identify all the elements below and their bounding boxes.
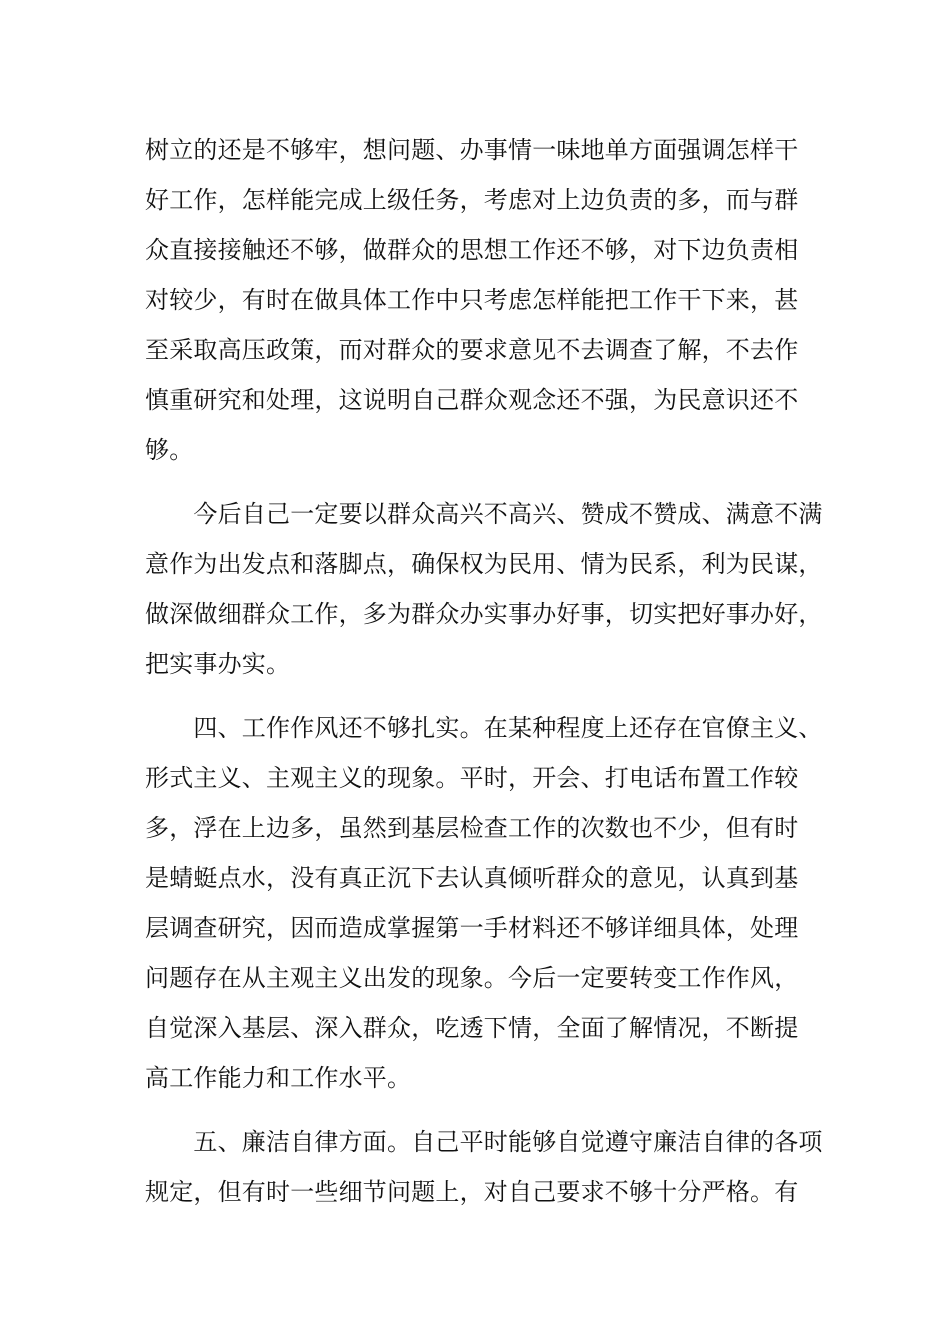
text-line: 好工作，怎样能完成上级任务，考虑对上边负责的多，而与群 — [145, 186, 799, 214]
text-line: 意作为出发点和落脚点，确保权为民用、情为民系，利为民谋， — [145, 550, 823, 578]
text-line: 多，浮在上边多，虽然到基层检查工作的次数也不少，但有时 — [145, 814, 799, 842]
text-line: 五、廉洁自律方面。自己平时能够自觉遵守廉洁自律的各项 — [145, 1128, 823, 1156]
text-line: 众直接接触还不够，做群众的思想工作还不够，对下边负责相 — [145, 236, 799, 264]
paragraph-gap — [145, 689, 815, 703]
paragraph-gap — [145, 1103, 815, 1117]
text-line: 高工作能力和工作水平。 — [145, 1064, 412, 1092]
text-line: 够。 — [145, 436, 194, 464]
text-line: 今后自己一定要以群众高兴不高兴、赞成不赞成、满意不满 — [145, 500, 823, 528]
paragraph-1 — [145, 125, 815, 475]
text-line: 把实事办实。 — [145, 650, 291, 678]
text-line: 慎重研究和处理，这说明自己群众观念还不强，为民意识还不 — [145, 386, 799, 414]
text-line: 是蜻蜓点水，没有真正沉下去认真倾听群众的意见，认真到基 — [145, 864, 799, 892]
text-line: 规定，但有时一些细节问题上，对自己要求不够十分严格。有 — [145, 1178, 799, 1206]
document-body — [145, 125, 823, 1217]
text-line: 形式主义、主观主义的现象。平时，开会、打电话布置工作较 — [145, 764, 799, 792]
text-line: 层调查研究，因而造成掌握第一手材料还不够详细具体，处理 — [145, 914, 799, 942]
text-line: 对较少，有时在做具体工作中只考虑怎样能把工作干下来，甚 — [145, 286, 799, 314]
text-line: 四、工作作风还不够扎实。在某种程度上还存在官僚主义、 — [145, 714, 823, 742]
text-line: 自觉深入基层、深入群众，吃透下情，全面了解情况，不断提 — [145, 1014, 799, 1042]
text-line: 问题存在从主观主义出发的现象。今后一定要转变工作作风， — [145, 964, 799, 992]
paragraph-3 — [145, 703, 823, 1103]
paragraph-gap — [145, 475, 815, 489]
text-line: 至采取高压政策，而对群众的要求意见不去调查了解，不去作 — [145, 336, 799, 364]
paragraph-4 — [145, 1117, 823, 1217]
text-line: 做深做细群众工作，多为群众办实事办好事，切实把好事办好， — [145, 600, 823, 628]
text-line: 树立的还是不够牢，想问题、办事情一味地单方面强调怎样干 — [145, 136, 799, 164]
paragraph-2 — [145, 489, 823, 689]
